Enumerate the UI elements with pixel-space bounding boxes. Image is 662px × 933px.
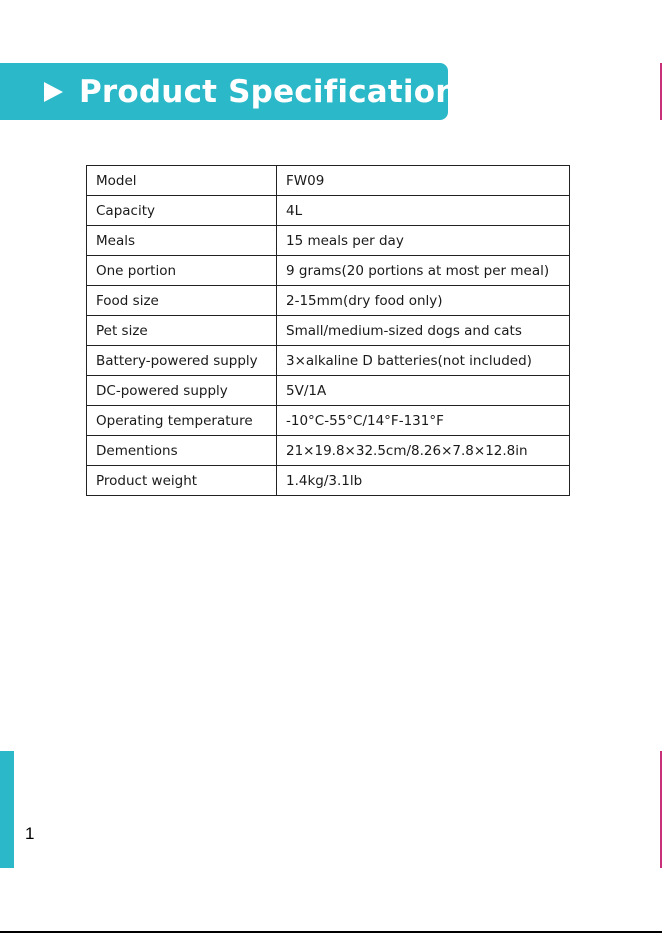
table-row [87, 346, 570, 376]
spec-value: -10°C-55°C/14°F-131°F [277, 406, 570, 436]
spec-value: 21×19.8×32.5cm/8.26×7.8×12.8in [277, 436, 570, 466]
spec-label: Food size [87, 286, 277, 316]
spec-table [86, 165, 570, 496]
spec-label: Capacity [87, 196, 277, 226]
table-row [87, 166, 570, 196]
spec-value: 9 grams(20 portions at most per meal) [277, 256, 570, 286]
table-row [87, 196, 570, 226]
spec-value: 4L [277, 196, 570, 226]
section-title: Product Specification [79, 73, 458, 110]
spec-label: DC-powered supply [87, 376, 277, 406]
spec-value: 3×alkaline D batteries(not included) [277, 346, 570, 376]
table-row [87, 436, 570, 466]
spec-label: Product weight [87, 466, 277, 496]
table-row [87, 256, 570, 286]
spec-label: Meals [87, 226, 277, 256]
table-row [87, 376, 570, 406]
spec-value: Small/medium-sized dogs and cats [277, 316, 570, 346]
spec-label: Dementions [87, 436, 277, 466]
spec-value: 1.4kg/3.1lb [277, 466, 570, 496]
page-number: 1 [25, 824, 35, 843]
spec-value: 5V/1A [277, 376, 570, 406]
spec-value: 15 meals per day [277, 226, 570, 256]
table-row [87, 316, 570, 346]
play-triangle-icon [44, 82, 63, 102]
section-header-banner [0, 63, 458, 120]
spec-label: Pet size [87, 316, 277, 346]
table-row [87, 226, 570, 256]
spec-label: Operating temperature [87, 406, 277, 436]
spec-value: FW09 [277, 166, 570, 196]
table-row [87, 286, 570, 316]
spec-value: 2-15mm(dry food only) [277, 286, 570, 316]
page-side-tab [0, 751, 14, 868]
spec-label: One portion [87, 256, 277, 286]
spec-label: Battery-powered supply [87, 346, 277, 376]
table-row [87, 406, 570, 436]
table-row [87, 466, 570, 496]
spec-label: Model [87, 166, 277, 196]
